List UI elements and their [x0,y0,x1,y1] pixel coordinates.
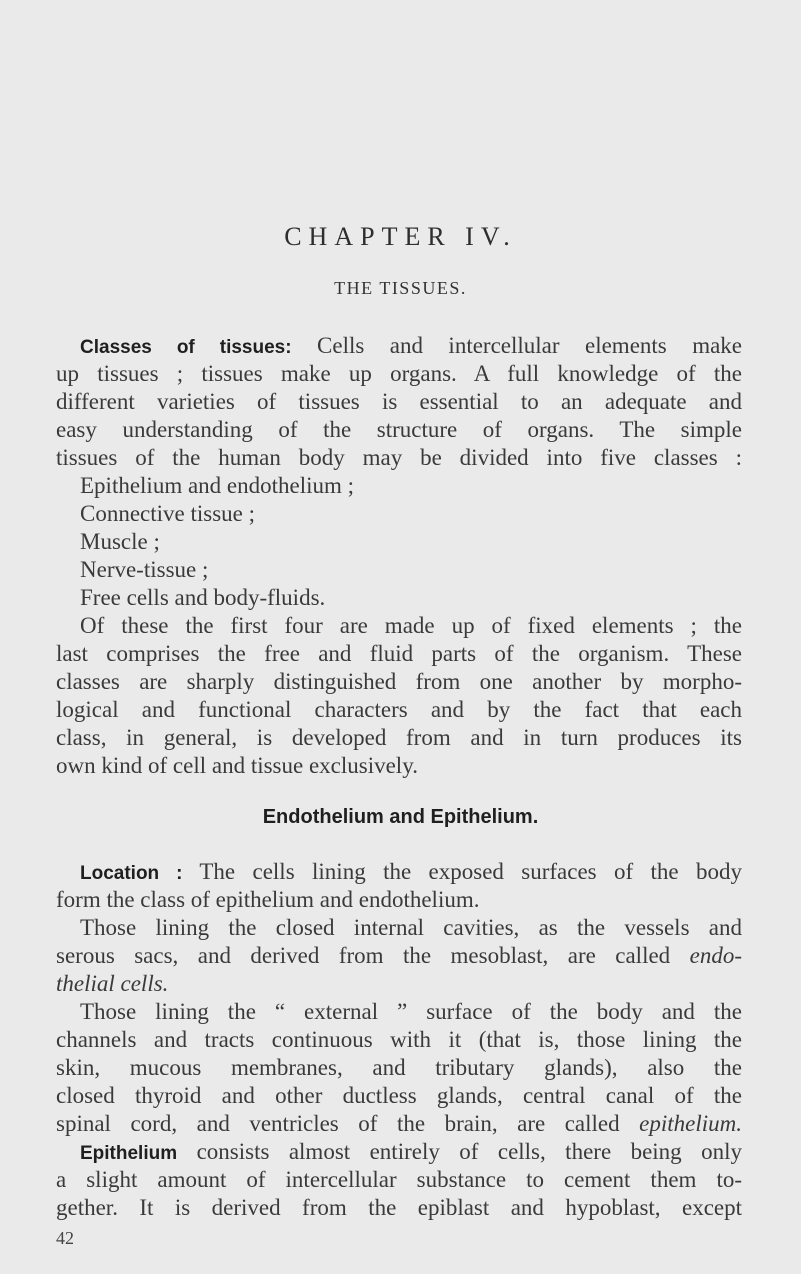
closed-para-line-3 [56,970,742,998]
fixed-para-line: classes are sharply distinguished from one another by morpho- [56,669,742,694]
classes-para-line-5: tissues of the human body may be divided into five classes : [56,445,742,470]
location-para-line-1 [80,858,742,888]
closed-italic-term: endo- [689,943,742,968]
classes-para-line-1 [80,332,742,362]
subheading: Endothelium and Epithelium. [262,806,539,828]
epithelium-para-line-2: a slight amount of intercellular substance to cement them to- [56,1167,742,1192]
class-list-item: Connective tissue ; [80,501,256,526]
epithelium-para-line-3: gether. It is derived from the epiblast and hypoblast, except [56,1195,742,1220]
epithelium-text-1: consists almost entirely of cells, there being only [196,1139,742,1164]
closed-para-line-1: Those lining the closed internal cavities, as the vessels and [80,915,742,940]
class-list-item: Free cells and body-fluids. [80,585,326,610]
external-text-last: spinal cord, and ventricles of the brain, are called [56,1111,620,1136]
location-text-1: The cells lining the exposed surfaces of the body [199,859,742,884]
external-italic-term: epithelium. [639,1111,743,1136]
epithelium-para-line-1 [80,1138,742,1168]
page-number: 42 [56,1228,74,1248]
closed-para-line-2 [56,942,742,970]
external-para-line: channels and tracts continuous with it (that is, those lining the [56,1027,742,1052]
fixed-para-line: own kind of cell and tissue exclusively. [56,753,418,778]
class-list-item: Epithelium and endothelium ; [80,473,355,498]
external-para-line: Those lining the “ external ” surface of the body and the [80,999,742,1024]
chapter-heading: CHAPTER IV. [284,222,517,251]
location-para-line-2: form the class of epithelium and endothelium. [56,887,480,912]
closed-text-2: serous sacs, and derived from the mesoblast, are called [56,943,671,968]
fixed-para-line: last comprises the free and fluid parts of the organism. These [56,641,742,666]
location-label: Location : [80,863,183,884]
external-para-last-line [56,1110,742,1138]
class-list-item: Nerve-tissue ; [80,557,209,582]
classes-label: Classes of tissues: [80,337,292,358]
external-para-line: skin, mucous membranes, and tributary glands), also the [56,1055,742,1080]
fixed-para-line: class, in general, is developed from and in turn produces its [56,725,742,750]
class-list-item: Muscle ; [80,529,160,554]
epithelium-label: Epithelium [80,1143,178,1164]
classes-text-1: Cells and intercellular elements make [317,333,743,358]
fixed-para-line: logical and functional characters and by the fact that each [56,697,742,722]
classes-para-line-3: different varieties of tissues is essential to an adequate and [56,389,742,414]
section-title: THE TISSUES. [334,278,467,298]
external-para-line: closed thyroid and other ductless glands, central canal of the [56,1083,742,1108]
fixed-para-line: Of these the first four are made up of fixed elements ; the [80,613,742,638]
closed-italic-term-end: thelial cells. [56,971,169,996]
classes-para-line-2: up tissues ; tissues make up organs. A full knowledge of the [56,361,742,386]
classes-para-line-4: easy understanding of the structure of organs. The simple [56,417,742,442]
